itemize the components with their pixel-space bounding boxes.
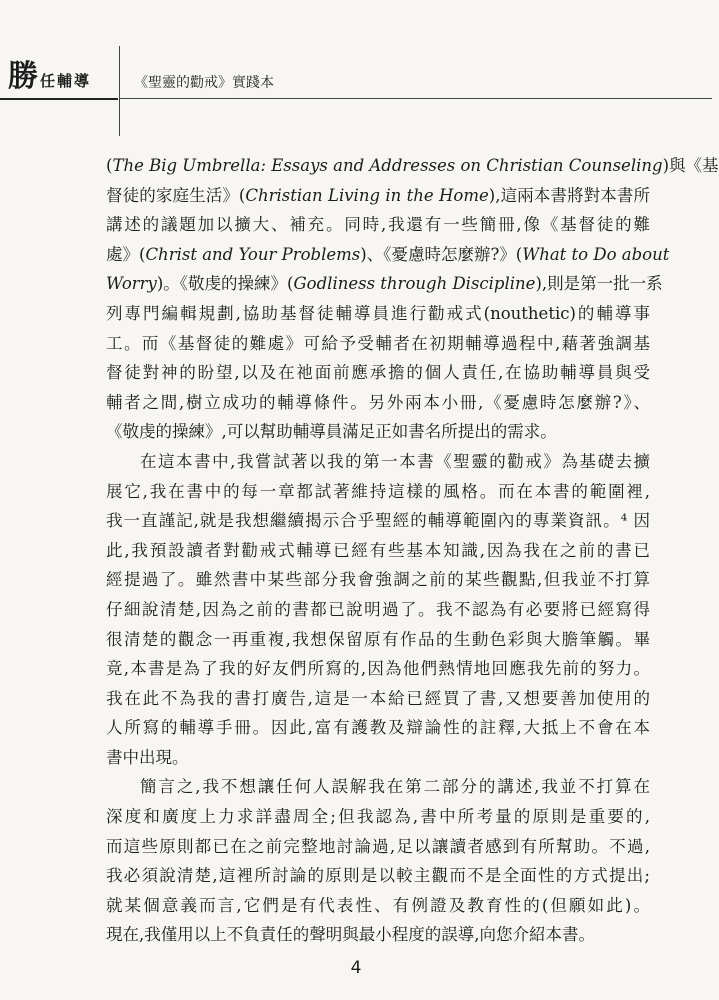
text-line — [106, 477, 650, 507]
text-line — [106, 210, 650, 240]
text-line — [106, 891, 650, 921]
text-run: 而這些原則都已在之前完整地討論過,足以讓讀者感到有所幫助。不過, — [106, 836, 650, 856]
text-run: 書中出現。 — [106, 747, 189, 767]
text-run: 現在,我僅用以上不負責任的聲明與最小程度的誤導,向您介紹本書。 — [106, 925, 595, 945]
text-line — [106, 269, 663, 299]
text-line — [106, 625, 650, 655]
text-line — [106, 506, 650, 536]
text-line — [106, 299, 650, 329]
text-run: 展它,我在書中的每一章都試著維持這樣的風格。而在本書的範圍裡, — [106, 481, 650, 501]
italic-text: Worry — [106, 274, 157, 294]
italic-text: The Big Umbrella: Essays and Addresses on Christian Counseling — [112, 156, 663, 175]
text-run: ),則是第一批一系 — [535, 274, 663, 294]
text-run: 深度和廣度上力求詳盡周全;但我認為,書中所考量的原則是重要的, — [106, 807, 650, 827]
page-number: 4 — [350, 958, 362, 978]
text-run: 在這本書中,我嘗試著以我的第一本書《聖靈的勸戒》為基礎去擴 — [140, 451, 650, 471]
text-run: 就某個意義而言,它們是有代表性、有例證及教育性的(但願如此)。 — [106, 895, 650, 915]
text-line — [106, 684, 650, 714]
text-line — [106, 920, 650, 950]
text-run: 此,我預設讀者對勸戒式輔導已經有些基本知識,因為我在之前的書已 — [106, 540, 650, 560]
text-run: )、《憂慮時怎麼辦?》( — [360, 244, 523, 264]
italic-text: Christ and Your Problems — [145, 244, 361, 264]
text-line — [106, 802, 650, 832]
text-run: 經提過了。雖然書中某些部分我會強調之前的某些觀點,但我並不打算 — [106, 570, 650, 590]
header-rule-thick — [0, 98, 118, 100]
text-line — [106, 388, 650, 418]
running-header-title — [8, 59, 92, 94]
text-run: 仔細說清楚,因為之前的書都已說明過了。我不認為有必要將已經寫得 — [106, 599, 650, 619]
text-run: 很清楚的觀念一再重複,我想保留原有作品的生動色彩與大膽筆觸。畢 — [106, 629, 650, 649]
text-line — [106, 595, 650, 625]
text-run: 處》( — [106, 244, 146, 264]
text-run: 人所寫的輔導手冊。因此,富有護教及辯論性的註釋,大抵上不會在本 — [106, 718, 650, 738]
text-line — [106, 832, 650, 862]
text-run: 講述的議題加以擴大、補充。同時,我還有一些簡冊,像《基督徒的難 — [106, 215, 650, 235]
text-run: 我在此不為我的書打廣告,這是一本給已經買了書,又想要善加使用的 — [106, 688, 650, 708]
text-line — [106, 358, 650, 388]
text-run: 督徒對神的盼望,以及在祂面前應承擔的個人責任,在協助輔導員與受 — [106, 363, 650, 383]
header-vertical-rule — [119, 46, 120, 136]
text-line — [106, 861, 650, 891]
text-line — [106, 417, 650, 447]
text-line — [106, 713, 650, 743]
text-run: 工。而《基督徒的難處》可給予受輔者在初期輔導過程中,藉著強調基 — [106, 333, 650, 353]
text-run: 竟,本書是為了我的好友們所寫的,因為他們熱情地回應我先前的努力。 — [106, 659, 650, 679]
text-line — [106, 654, 650, 684]
header-title-big: 勝 — [8, 59, 38, 94]
text-line — [106, 240, 670, 270]
paragraph — [106, 447, 650, 773]
text-run: 簡言之,我不想讓任何人誤解我在第二部分的講述,我並不打算在 — [140, 777, 650, 797]
text-line — [106, 536, 650, 566]
paragraph — [106, 151, 719, 447]
text-run: 督徒的家庭生活》( — [106, 185, 246, 205]
text-run: ),這兩本書將對本書所 — [488, 185, 650, 205]
header-title-small: 任輔導 — [40, 72, 92, 90]
text-line — [106, 181, 650, 211]
text-line — [106, 743, 650, 773]
text-line — [106, 329, 650, 359]
text-line — [106, 447, 650, 477]
italic-text: What to Do about — [522, 244, 670, 264]
text-run: )。《敬虔的操練》( — [156, 274, 294, 294]
text-line — [106, 151, 719, 181]
text-line — [106, 772, 650, 802]
text-run: 我必須說清楚,這裡所討論的原則是以較主觀而不是全面性的方式提出; — [106, 866, 650, 886]
body-text — [106, 151, 719, 950]
text-line — [106, 565, 650, 595]
running-header-subtitle: 《聖靈的勸戒》實踐本 — [134, 75, 274, 91]
text-run: 《敬虔的操練》,可以幫助輔導員滿足正如書名所提出的需求。 — [106, 422, 557, 442]
header-rule-thin — [119, 98, 712, 99]
italic-text: Christian Living in the Home — [245, 185, 489, 205]
text-run: 我一直謹記,就是我想繼續揭示合乎聖經的輔導範圍內的專業資訊。⁴ 因 — [106, 511, 650, 531]
text-run: 輔者之間,樹立成功的輔導條件。另外兩本小冊,《憂慮時怎麼辦?》、 — [106, 392, 650, 412]
text-run: ( — [106, 156, 113, 175]
text-run: 列專門編輯規劃,協助基督徒輔導員進行勸戒式(nouthetic)的輔導事 — [106, 303, 650, 323]
text-run: )與《基 — [662, 156, 719, 175]
paragraph — [106, 772, 650, 950]
italic-text: Godliness through Discipline — [293, 274, 536, 294]
